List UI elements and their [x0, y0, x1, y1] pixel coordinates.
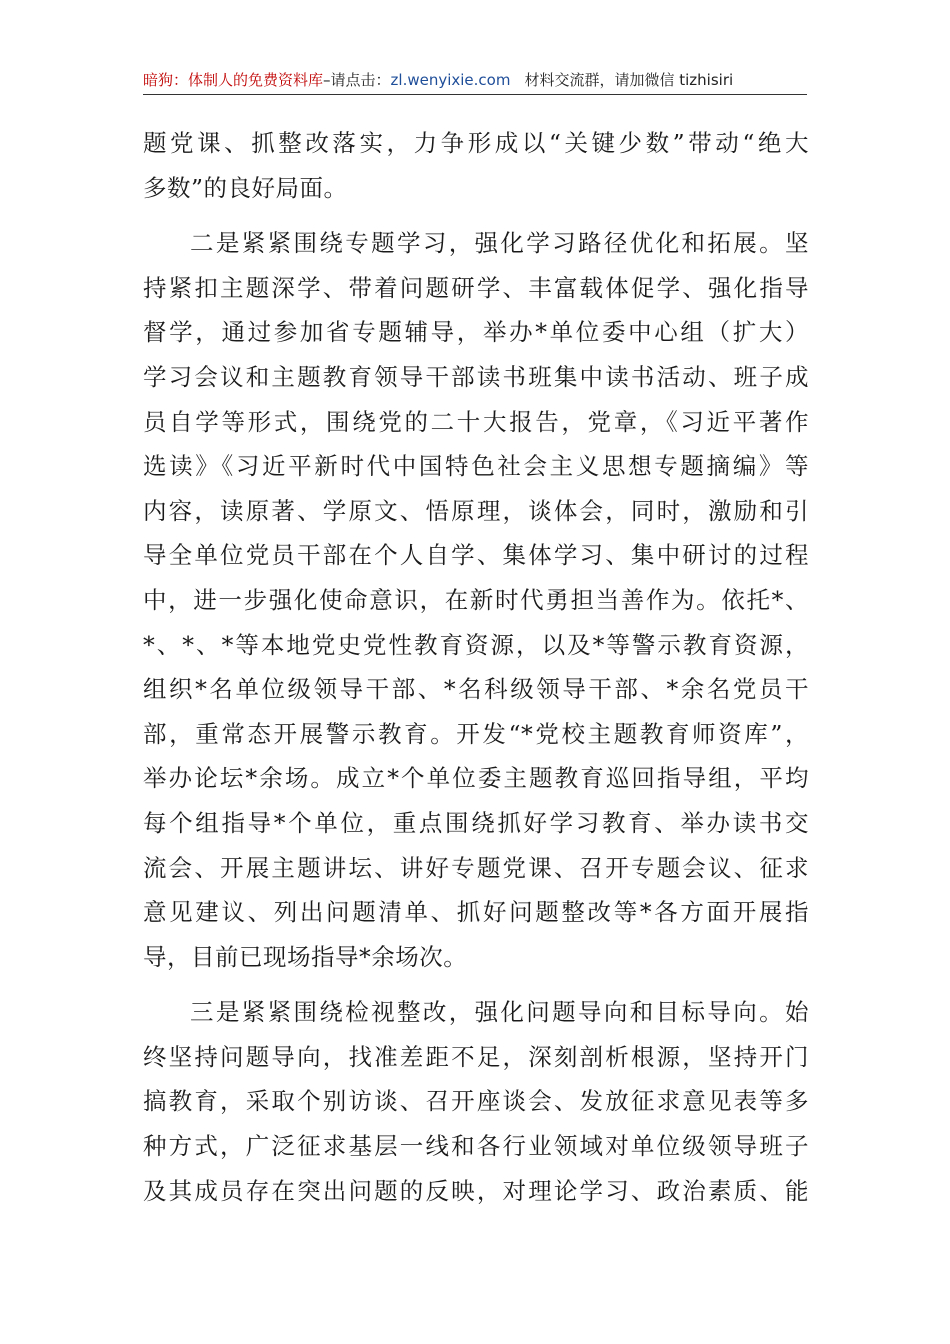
text-line: 员自学等形式，围绕党的二十大报告，党章，《习近平著作: [143, 407, 809, 436]
text-line: 督学，通过参加省专题辅导，举办*单位委中心组（扩大）: [143, 318, 809, 347]
text-line: 导全单位党员干部在个人自学、集体学习、集中研讨的过程: [143, 541, 809, 570]
page-header: [143, 68, 807, 95]
paragraph-1: [143, 121, 809, 210]
text-line: 二是紧紧围绕专题学习，强化学习路径优化和拓展。坚: [190, 229, 809, 258]
text-line: 中，进一步强化使命意识，在新时代勇担当善作为。依托*、: [143, 585, 809, 614]
text-line: 三是紧紧围绕检视整改，强化问题导向和目标导向。始: [190, 998, 809, 1027]
paragraph-3: [143, 990, 809, 1213]
text-line: 搞教育，采取个别访谈、召开座谈会、发放征求意见表等多: [143, 1087, 809, 1116]
text-line: *、*、*等本地党史党性教育资源，以及*等警示教育资源，: [143, 630, 809, 659]
text-line: 导，目前已现场指导*余场次。: [143, 942, 468, 971]
text-line: 多数”的良好局面。: [143, 173, 348, 202]
text-line: 选读》《习近平新时代中国特色社会主义思想专题摘编》等: [143, 452, 809, 481]
header-click-prefix: –请点击：: [323, 71, 391, 89]
text-line: 终坚持问题导向，找准差距不足，深刻剖析根源，坚持开门: [143, 1042, 809, 1071]
paragraph-2: [143, 221, 809, 979]
text-line: 每个组指导*个单位，重点围绕抓好学习教育、举办读书交: [143, 808, 809, 837]
text-line: 流会、开展主题讲坛、讲好专题党课、召开专题会议、征求: [143, 853, 809, 882]
text-line: 题党课、抓整改落实，力争形成以“关键少数”带动“绝大: [143, 129, 809, 157]
header-wechat-note: 材料交流群，请加微信 tizhisiri: [524, 71, 734, 89]
text-line: 意见建议、列出问题清单、抓好问题整改等*各方面开展指: [143, 898, 809, 927]
text-line: 组织*名单位级领导干部、*名科级领导干部、*余名党员干: [143, 675, 809, 704]
text-line: 种方式，广泛征求基层一线和各行业领域对单位级领导班子: [143, 1132, 809, 1161]
header-brand: 暗狗：体制人的免费资料库: [143, 71, 324, 89]
header-site-link[interactable]: zl.wenyixie.com: [390, 71, 511, 89]
text-line: 部，重常态开展警示教育。开发“*党校主题教育师资库”，: [143, 719, 809, 748]
text-line: 持紧扣主题深学、带着问题研学、丰富载体促学、强化指导: [143, 273, 809, 302]
text-line: 内容，读原著、学原文、悟原理，谈体会，同时，激励和引: [143, 496, 809, 525]
document-body: [143, 121, 809, 1213]
text-line: 举办论坛*余场。成立*个单位委主题教育巡回指导组，平均: [143, 764, 809, 793]
text-line: 学习会议和主题教育领导干部读书班集中读书活动、班子成: [143, 362, 809, 391]
text-line: 及其成员存在突出问题的反映，对理论学习、政治素质、能: [143, 1176, 809, 1205]
